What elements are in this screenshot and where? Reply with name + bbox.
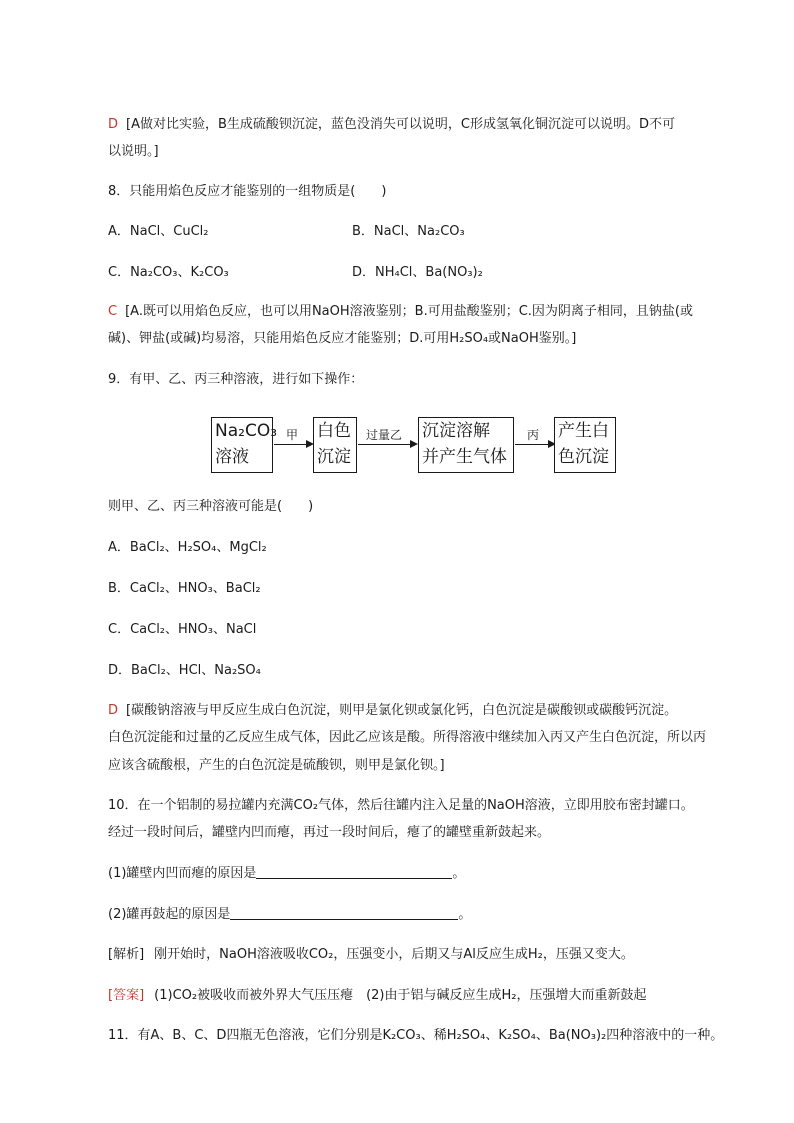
answer-text: (1)CO₂被吸收而被外界大气压压瘪 (2)由于铝与碱反应生成H₂，压强增大而重新鼓起 bbox=[154, 988, 647, 1003]
answer-blank[interactable] bbox=[256, 864, 452, 879]
q8-option-a: A．NaCl、CuCl₂ bbox=[108, 224, 209, 239]
q9-answer-line1 bbox=[108, 701, 728, 721]
answer-letter: C bbox=[108, 304, 118, 319]
answer-blank[interactable] bbox=[230, 905, 458, 920]
flow-box-na2co3 bbox=[211, 417, 278, 473]
q8-option-c: C．Na₂CO₃、K₂CO₃ bbox=[108, 265, 229, 280]
flow-box-line: 白色 bbox=[317, 421, 351, 441]
q8-answer-line1 bbox=[108, 302, 728, 322]
sub-question-label: (1)罐壁内凹而瘪的原因是 bbox=[108, 866, 257, 881]
flow-box-line: 并产生气体 bbox=[422, 447, 507, 467]
flow-arrow-2 bbox=[358, 444, 411, 445]
flow-box-line: 溶液 bbox=[215, 447, 249, 467]
flow-arrow-label: 丙 bbox=[527, 428, 540, 442]
q9-stem: 9．有甲、乙、丙三种溶液，进行如下操作： bbox=[108, 372, 364, 387]
q9-option-a: A．BaCl₂、H₂SO₄、MgCl₂ bbox=[108, 540, 267, 555]
flow-box-line: 色沉淀 bbox=[558, 447, 609, 467]
q10-stem-line1: 10．在一个铝制的易拉罐内充满CO₂气体，然后往罐内注入足量的NaOH溶液，立即用胶布密封罐口。 bbox=[108, 798, 694, 813]
flow-box-line: Na₂CO₃ bbox=[215, 421, 278, 441]
q10-analysis bbox=[108, 945, 728, 965]
q7-answer-line1 bbox=[108, 115, 728, 135]
arrowhead-icon bbox=[410, 440, 418, 448]
period: 。 bbox=[452, 866, 466, 881]
answer-tag: [答案] bbox=[108, 988, 145, 1003]
flow-arrow-label: 过量乙 bbox=[366, 428, 403, 442]
q10-answer bbox=[108, 986, 728, 1006]
analysis-text: 刚开始时，NaOH溶液吸收CO₂，压强变小，后期又与Al反应生成H₂，压强又变大。 bbox=[154, 947, 634, 962]
q8-option-b: B．NaCl、Na₂CO₃ bbox=[352, 224, 465, 239]
q9-option-b: B．CaCl₂、HNO₃、BaCl₂ bbox=[108, 581, 261, 596]
answer-letter: D bbox=[108, 117, 119, 132]
flow-box-white-precipitate-2 bbox=[554, 417, 616, 473]
answer-text: [碳酸钠溶液与甲反应生成白色沉淀，则甲是氯化钡或氯化钙，白色沉淀是碳酸钡或碳酸钙沉淀。 bbox=[126, 703, 678, 718]
q9-answer-line2: 白色沉淀能和过量的乙反应生成气体，因此乙应该是酸。所得溶液中继续加入丙又产生白色沉淀，所以丙 bbox=[108, 730, 707, 745]
answer-text: [A.既可以用焰色反应，也可以用NaOH溶液鉴别；B.可用盐酸鉴别；C.因为阴离子相同，且钠盐(或 bbox=[125, 304, 693, 319]
q10-stem-line2: 经过一段时间后，罐壁内凹而瘪，再过一段时间后，瘪了的罐壁重新鼓起来。 bbox=[108, 825, 551, 840]
flow-arrow-1 bbox=[274, 444, 307, 445]
flow-box-white-precipitate bbox=[313, 417, 357, 473]
answer-text: [A做对比实验，B生成硫酸钡沉淀，蓝色没消失可以说明，C形成氢氧化铜沉淀可以说明。D不可 bbox=[126, 117, 675, 132]
answer-letter: D bbox=[108, 703, 119, 718]
q9-option-c: C．CaCl₂、HNO₃、NaCl bbox=[108, 622, 257, 637]
q8-answer-line2: 碱)、钾盐(或碱)均易溶，只能用焰色反应才能鉴别；D.可用H₂SO₄或NaOH鉴别。] bbox=[108, 331, 577, 346]
q10-sub1 bbox=[108, 864, 728, 884]
q8-stem: 8．只能用焰色反应才能鉴别的一组物质是( ) bbox=[108, 184, 387, 199]
sub-question-label: (2)罐再鼓起的原因是 bbox=[108, 907, 231, 922]
period: 。 bbox=[458, 907, 472, 922]
q8-option-d: D．NH₄Cl、Ba(NO₃)₂ bbox=[352, 265, 483, 280]
q9-answer-line3: 应该含硫酸根，产生的白色沉淀是硫酸钡，则甲是氯化钡。] bbox=[108, 758, 445, 773]
q11-stem: 11．有A、B、C、D四瓶无色溶液，它们分别是K₂CO₃、稀H₂SO₄、K₂SO₄、Ba(NO₃)₂四种溶液中的一种。 bbox=[108, 1028, 724, 1043]
q10-sub2 bbox=[108, 905, 728, 925]
q9-question: 则甲、乙、丙三种溶液可能是( ) bbox=[108, 499, 314, 514]
q9-option-d: D．BaCl₂、HCl、Na₂SO₄ bbox=[108, 663, 261, 678]
flow-box-line: 产生白 bbox=[558, 421, 609, 441]
analysis-tag: [解析] bbox=[108, 947, 145, 962]
flow-box-line: 沉淀 bbox=[317, 447, 351, 467]
flow-arrow-label: 甲 bbox=[286, 428, 299, 442]
q7-answer-line2: 以说明。] bbox=[108, 144, 159, 159]
flow-arrow-3 bbox=[515, 444, 549, 445]
flow-box-dissolve-gas bbox=[418, 417, 514, 473]
flow-box-line: 沉淀溶解 bbox=[422, 421, 490, 441]
